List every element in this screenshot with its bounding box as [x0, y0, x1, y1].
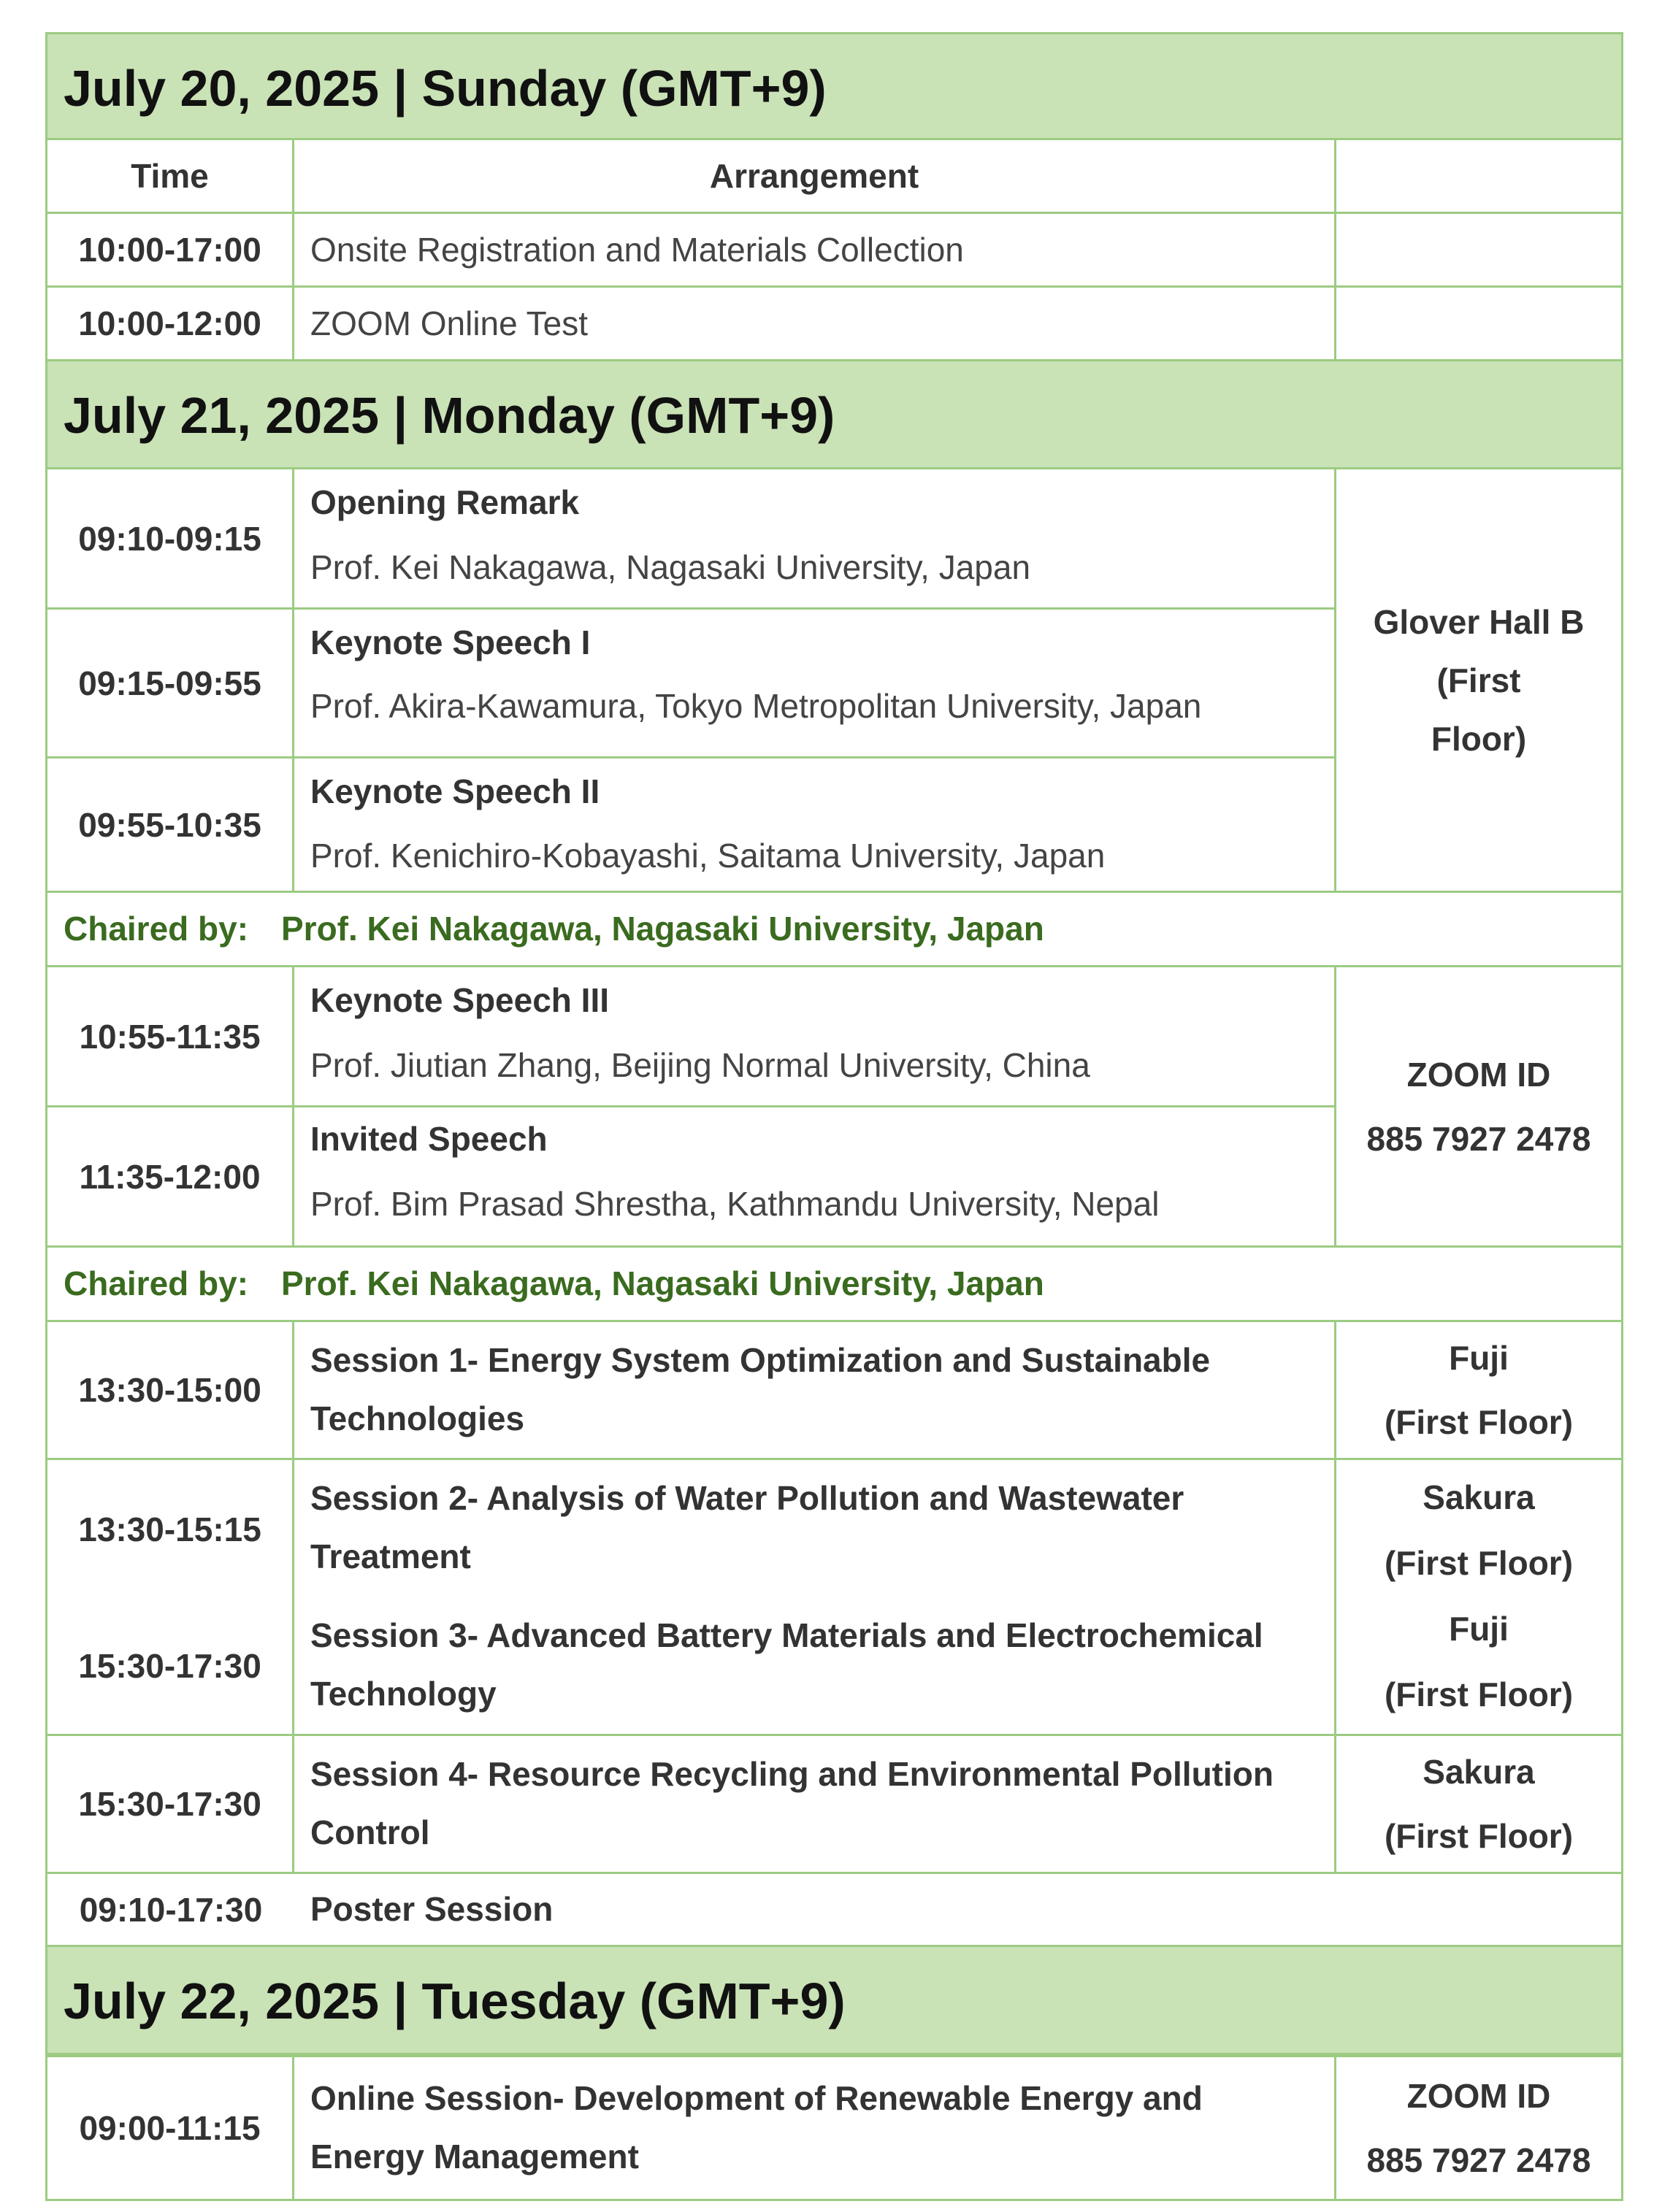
item-speaker: Prof. Kei Nakagawa, Nagasaki University, Japan [310, 548, 1031, 586]
zoom-id-label: ZOOM ID [1406, 1055, 1551, 1094]
time-cell: 13:30-15:00 [47, 1322, 294, 1458]
time-cell: 13:30-15:15 [47, 1460, 294, 1598]
session-title: Session 1- Energy System Optimization and Sustainable Technologies [310, 1341, 1211, 1437]
item-speaker: Prof. Akira-Kawamura, Tokyo Metropolitan University, Japan [310, 687, 1202, 725]
zoom-id-number: 885 7927 2478 [1366, 1119, 1591, 1158]
time-cell: 15:30-17:30 [47, 1736, 294, 1872]
session-row [45, 2055, 1623, 2201]
item-speaker: Prof. Kenichiro-Kobayashi, Saitama University, Japan [310, 837, 1106, 875]
chair-label: Chaired by: [64, 910, 249, 948]
chair-label: Chaired by: [64, 1264, 249, 1302]
time-cell: 10:00-12:00 [47, 288, 294, 359]
day-header-sunday [45, 32, 1623, 140]
venue-floor: (First Floor) [1384, 1544, 1574, 1582]
zoom-id-label: ZOOM ID [1406, 2077, 1551, 2115]
session-title: Session 3- Advanced Battery Materials and Electrochemical Technology [310, 1616, 1263, 1713]
arrangement-cell [294, 469, 1336, 891]
venue-floor: Floor) [1431, 719, 1527, 758]
venue-cell [1336, 2057, 1621, 2199]
time-column-header: Time [47, 140, 294, 212]
arrangement-cell [294, 1874, 1336, 1945]
venue-name: Glover Hall B (First [1373, 602, 1585, 699]
time-cell: 10:00-17:00 [47, 214, 294, 285]
chair-name: Prof. Kei Nakagawa, Nagasaki University, Japan [281, 1264, 1044, 1302]
venue-name: Fuji [1449, 1610, 1509, 1648]
venue-column-header [1336, 140, 1621, 212]
venue-cell [1336, 1322, 1621, 1458]
day-title: July 21, 2025 | Monday (GMT+9) [64, 387, 835, 444]
venue-cell [1336, 469, 1621, 891]
session-row [45, 1460, 1623, 1736]
table-header-row [45, 140, 1623, 214]
session-title: Session 2- Analysis of Water Pollution and Wastewater Treatment [310, 1479, 1184, 1575]
arrangement-cell [294, 967, 1336, 1245]
venue-cell [1336, 967, 1621, 1245]
venue-name: Fuji [1449, 1339, 1509, 1377]
venue-cell [1336, 1460, 1621, 1734]
session-title: Session 4- Resource Recycling and Environmental Pollution Control [310, 1755, 1274, 1851]
time-cell: 09:15-09:55 [47, 610, 294, 756]
time-cell: 09:00-11:15 [47, 2057, 294, 2199]
arrangement-cell [294, 1322, 1336, 1458]
item-title: Keynote Speech II [310, 772, 600, 810]
time-cell: 09:55-10:35 [47, 759, 294, 891]
schedule-table [45, 32, 1623, 2201]
item-speaker: Prof. Bim Prasad Shrestha, Kathmandu University, Nepal [310, 1185, 1160, 1223]
item-speaker: Prof. Jiutian Zhang, Beijing Normal University, China [310, 1046, 1090, 1084]
session-row [45, 1736, 1623, 1874]
arrangement-cell [294, 1736, 1336, 1872]
arrangement-cell: Onsite Registration and Materials Collection [294, 214, 1336, 285]
venue-cell [1336, 1736, 1621, 1872]
day-header-monday [45, 361, 1623, 469]
chair-row [45, 1248, 1623, 1322]
arrangement-cell [294, 1460, 1336, 1734]
item-title: Invited Speech [310, 1120, 548, 1158]
table-row [45, 288, 1623, 361]
venue-name: Sakura [1423, 1753, 1535, 1791]
session-title: Online Session- Development of Renewable Energy and Energy Management [310, 2079, 1203, 2175]
venue-cell [1336, 214, 1621, 285]
venue-floor: (First Floor) [1384, 1403, 1574, 1441]
day-title: July 20, 2025 | Sunday (GMT+9) [64, 60, 827, 117]
venue-cell [1336, 288, 1621, 359]
table-row [45, 214, 1623, 288]
item-title: Poster Session [310, 1890, 554, 1928]
time-cell: 09:10-09:15 [47, 469, 294, 607]
arrangement-cell [294, 2057, 1336, 2199]
item-title: Opening Remark [310, 483, 580, 521]
zoom-id-number: 885 7927 2478 [1366, 2141, 1591, 2179]
arrangement-cell: ZOOM Online Test [294, 288, 1336, 359]
day-title: July 22, 2025 | Tuesday (GMT+9) [64, 1973, 846, 2029]
venue-floor: (First Floor) [1384, 1675, 1574, 1713]
poster-row [45, 1874, 1623, 1947]
day-header-tuesday [45, 1947, 1623, 2055]
venue-floor: (First Floor) [1384, 1817, 1574, 1855]
morning-block [45, 469, 1623, 893]
time-cell: 15:30-17:30 [47, 1598, 294, 1734]
time-cell: 10:55-11:35 [47, 967, 294, 1105]
arrangement-column-header: Arrangement [294, 140, 1336, 212]
chair-name: Prof. Kei Nakagawa, Nagasaki University, Japan [281, 910, 1044, 948]
item-title: Keynote Speech I [310, 623, 591, 661]
chair-row [45, 893, 1623, 967]
keynote-block [45, 967, 1623, 1248]
time-cell: 09:10-17:30 [79, 1890, 263, 1929]
venue-name: Sakura [1423, 1478, 1535, 1516]
item-title: Keynote Speech III [310, 981, 610, 1019]
session-row [45, 1322, 1623, 1460]
time-cell: 11:35-12:00 [47, 1107, 294, 1245]
